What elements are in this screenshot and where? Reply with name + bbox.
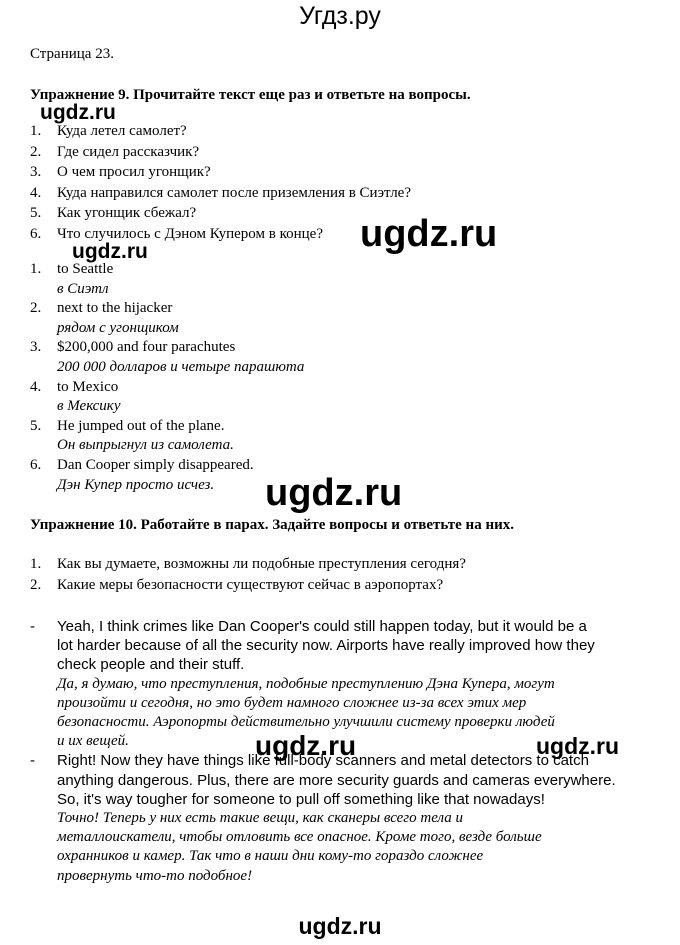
question-text: Как вы думаете, возможны ли подобные преступления сегодня? xyxy=(57,556,466,572)
footer-watermark: ugdz.ru xyxy=(298,913,382,939)
question-text: Что случилось с Дэном Купером в конце? xyxy=(57,225,323,242)
exercise-10-title: Упражнение 10. Работайте в парах. Задайте вопросы и ответьте на них. xyxy=(30,517,514,533)
reply-russian-line: произойти и сегодня, но это будет намного сложнее из-за всех этих мер xyxy=(57,694,527,711)
answer-number: 5. xyxy=(30,417,42,434)
question-item xyxy=(30,121,411,142)
answer-number: 6. xyxy=(30,456,42,473)
answer-english: Dan Cooper simply disappeared. xyxy=(57,456,254,473)
reply-english-line: Right! Now they have things like full-body scanners and metal detectors to catch xyxy=(57,752,589,770)
reply-russian-line: металлоискатели, чтобы отловить все опасное. Кроме того, везде больше xyxy=(57,829,542,846)
question-number: 2. xyxy=(30,576,42,593)
reply-russian-line: провернуть что-то подобное! xyxy=(57,867,253,884)
answer-number: 4. xyxy=(30,378,42,395)
reply-english-line: anything dangerous. Plus, there are more security guards and cameras everywhere. xyxy=(57,771,616,789)
question-number: 1. xyxy=(30,123,42,139)
answer-english: to Seattle xyxy=(57,261,114,277)
watermark: ugdz.ru xyxy=(72,240,148,263)
answer-item xyxy=(30,260,304,299)
answer-item xyxy=(30,417,304,456)
page-label: Страница 23. xyxy=(30,46,114,62)
question-text: Как угонщик сбежал? xyxy=(57,205,197,222)
answer-russian: 200 000 долларов и четыре парашюта xyxy=(57,358,305,375)
dialog-dash: - xyxy=(30,752,35,770)
question-item xyxy=(30,575,466,596)
answer-number: 2. xyxy=(30,300,42,317)
question-number: 2. xyxy=(30,143,42,160)
reply-english-line: lot harder because of all the security now. Airports have really improved how they xyxy=(57,637,595,655)
answer-russian: в Сиэтл xyxy=(57,280,109,297)
exercise-10-questions xyxy=(30,554,466,595)
answer-item xyxy=(30,338,304,377)
question-text: Где сидел рассказчик? xyxy=(57,143,200,160)
reply-russian-line: и их вещей. xyxy=(57,733,129,750)
reply-russian-line: Да, я думаю, что преступления, подобные преступлению Дэна Купера, могут xyxy=(57,675,555,692)
question-number: 5. xyxy=(30,205,42,222)
watermark: ugdz.ru xyxy=(255,730,357,761)
question-number: 3. xyxy=(30,164,42,181)
exercise-9-questions xyxy=(30,121,411,245)
question-item xyxy=(30,162,411,183)
answer-item xyxy=(30,456,304,495)
answer-russian: рядом с угонщиком xyxy=(57,319,179,336)
reply-russian-line: охранников и камер. Так что в наши дни кому-то гораздо сложнее xyxy=(57,848,484,865)
watermark: ugdz.ru xyxy=(536,733,620,759)
watermark: ugdz.ru xyxy=(265,472,403,514)
answer-english: next to the hijacker xyxy=(57,300,173,317)
reply-english-line: check people and their stuff. xyxy=(57,656,245,674)
reply-russian-line: Точно! Теперь у них есть такие вещи, как сканеры всего тела и xyxy=(57,810,464,827)
exercise-9-title: Упражнение 9. Прочитайте текст еще раз и ответьте на вопросы. xyxy=(30,87,471,103)
reply-russian-line: безопасности. Аэропорты действительно улучшили систему проверки людей xyxy=(57,714,555,731)
dialog-reply xyxy=(30,751,616,885)
answer-item xyxy=(30,299,304,338)
question-item xyxy=(30,203,411,224)
watermark: ugdz.ru xyxy=(360,213,498,255)
answer-number: 3. xyxy=(30,339,42,356)
answer-english: to Mexico xyxy=(57,378,119,395)
answer-number: 1. xyxy=(30,261,42,277)
question-text: О чем просил угонщик? xyxy=(57,164,211,181)
answer-item xyxy=(30,378,304,417)
question-item xyxy=(30,142,411,163)
question-text: Куда летел самолет? xyxy=(57,123,187,139)
question-number: 4. xyxy=(30,184,42,201)
reply-english-line: So, it's way tougher for someone to pull off something like that nowadays! xyxy=(57,790,545,808)
watermark: ugdz.ru xyxy=(40,101,116,124)
question-text: Куда направился самолет после приземления в Сиэтле? xyxy=(57,184,412,201)
answer-russian: Он выпрыгнул из самолета. xyxy=(57,437,234,454)
dialog-dash: - xyxy=(30,618,35,635)
site-title: Угдз.ру xyxy=(299,2,381,30)
question-number: 6. xyxy=(30,225,42,242)
reply-english-line: Yeah, I think crimes like Dan Cooper's could still happen today, but it would be a xyxy=(57,618,587,635)
answer-english: $200,000 and four parachutes xyxy=(57,339,236,356)
question-text: Какие меры безопасности существуют сейчас в аэропортах? xyxy=(57,576,444,593)
exercise-9-answers xyxy=(30,260,304,495)
answer-english: He jumped out of the plane. xyxy=(57,417,225,434)
question-number: 1. xyxy=(30,556,42,572)
answer-russian: Дэн Купер просто исчез. xyxy=(57,476,215,493)
question-item xyxy=(30,183,411,204)
answer-russian: в Мексику xyxy=(57,398,121,415)
question-item xyxy=(30,554,466,575)
